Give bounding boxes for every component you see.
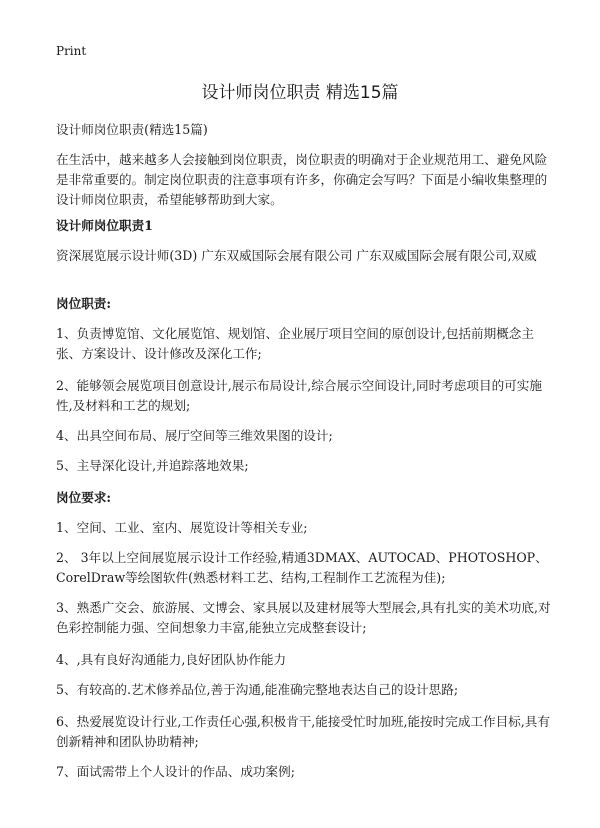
requirement-item: 6、热爱展览设计行业,工作责任心强,积极肯干,能接受忙时加班,能按时完成工作目标,具有创新精神和团队协助精神; xyxy=(56,714,550,749)
duty-item: 2、能够领会展览项目创意设计,展示布局设计,综合展示空间设计,同时考虑项目的可实施性,及材料和工艺的规划; xyxy=(56,378,542,413)
requirement-item: 4、,具有良好沟通能力,良好团队协作能力 xyxy=(56,652,287,667)
requirement-item: 7、面试需带上个人设计的作品、成功案例; xyxy=(56,764,295,779)
requirements-heading: 岗位要求: xyxy=(56,490,112,505)
duty-item: 1、负责博览馆、文化展览馆、规划馆、企业展厅项目空间的原创设计,包括前期概念主张、方案设计、设计修改及深化工作; xyxy=(56,326,534,361)
requirement-item: 3、熟悉广交会、旅游展、文博会、家具展以及建材展等大型展会,具有扎实的美术功底,对色彩控制能力强、空间想象力丰富,能独立完成整套设计; xyxy=(56,600,551,635)
company-line: 资深展览展示设计师(3D) 广东双威国际会展有限公司 广东双威国际会展有限公司,双威 xyxy=(56,248,537,263)
document-title: 设计师岗位职责 精选15篇 xyxy=(201,83,399,103)
duty-item: 4、出具空间布局、展厅空间等三维效果图的设计; xyxy=(56,428,333,443)
print-label: Print xyxy=(56,44,87,58)
document-subtitle: 设计师岗位职责(精选15篇) xyxy=(56,122,208,137)
section-heading: 设计师岗位职责1 xyxy=(56,218,153,233)
duties-heading: 岗位职责: xyxy=(56,296,112,311)
requirement-item: 2、 3年以上空间展览展示设计工作经验,精通3DMAX、AUTOCAD、PHOTOSHOP、CorelDraw等绘图软件(熟悉材料工艺、结构,工程制作工艺流程为佳); xyxy=(56,550,548,585)
intro-paragraph: 在生活中，越来越多人会接触到岗位职责，岗位职责的明确对于企业规范用工、避免风险是非常重要的。制定岗位职责的注意事项有许多，你确定会写吗？下面是小编收集整理的设计师岗位职责，希望能够帮助到大家。 xyxy=(56,152,548,207)
requirement-item: 5、有较高的.艺术修养品位,善于沟通,能准确完整地表达自己的设计思路; xyxy=(56,682,459,697)
duty-item: 5、主导深化设计,并追踪落地效果; xyxy=(56,458,249,473)
requirement-item: 1、空间、工业、室内、展览设计等相关专业; xyxy=(56,520,308,535)
